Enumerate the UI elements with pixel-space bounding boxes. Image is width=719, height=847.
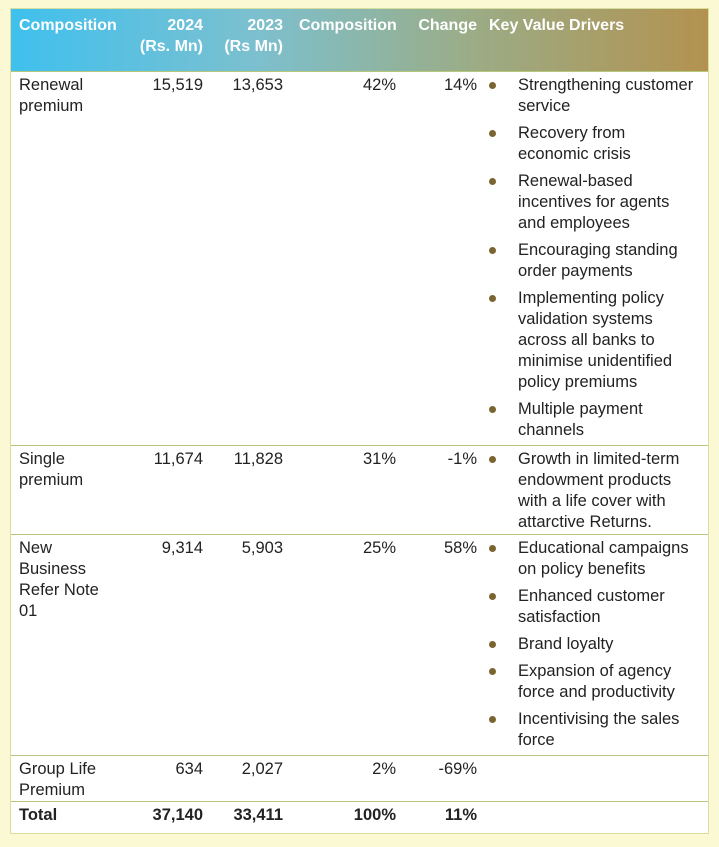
premium-composition-table — [10, 8, 709, 834]
composition-pct: 2% — [372, 760, 396, 778]
driver-text-line: Multiple payment — [518, 400, 643, 418]
row-label-line: Renewal — [19, 76, 84, 94]
driver-text-line: Recovery from — [518, 124, 626, 142]
row-label — [19, 449, 119, 491]
bullet-icon — [489, 406, 496, 413]
value-2023: 13,653 — [232, 76, 283, 94]
row-label-line: premium — [19, 471, 84, 489]
change-pct: -1% — [447, 450, 477, 468]
key-value-drivers-list — [486, 538, 706, 757]
row-label-line: 01 — [19, 602, 38, 620]
driver-text-line: Incentivising the sales — [518, 710, 680, 728]
bullet-icon — [489, 641, 496, 648]
driver-text-line: Brand loyalty — [518, 635, 614, 653]
driver-text-line: force — [518, 731, 555, 749]
total-2023: 33,411 — [233, 806, 283, 824]
key-value-drivers-list — [486, 75, 706, 447]
driver-text-line: service — [518, 97, 571, 115]
header-2023 — [211, 15, 283, 57]
bullet-icon — [489, 668, 496, 675]
change-pct: 14% — [443, 76, 477, 94]
driver-item — [486, 634, 706, 655]
change-pct: -69% — [438, 760, 477, 778]
bullet-icon — [489, 716, 496, 723]
header-2024 — [131, 15, 203, 57]
driver-text-line: on policy benefits — [518, 560, 646, 578]
value-2024: 15,519 — [152, 76, 203, 94]
driver-text-line: Enhanced customer — [518, 587, 665, 605]
total-label: Total — [19, 806, 58, 824]
driver-text-line: Implementing policy — [518, 289, 664, 307]
value-2023: 11,828 — [233, 450, 283, 468]
bullet-icon — [489, 545, 496, 552]
value-2023: 5,903 — [241, 539, 283, 557]
driver-item — [486, 661, 706, 703]
driver-item — [486, 75, 706, 117]
header-composition-pct: Composition — [299, 17, 397, 34]
driver-text-line: with a life cover with — [518, 492, 666, 510]
header-2023-year: 2023 — [247, 17, 283, 34]
total-2024: 37,140 — [152, 806, 203, 824]
row-label-line: Business — [19, 560, 86, 578]
driver-item — [486, 709, 706, 751]
driver-text-line: Expansion of agency — [518, 662, 672, 680]
bullet-icon — [489, 295, 496, 302]
bullet-icon — [489, 82, 496, 89]
row-label-line: Refer Note — [19, 581, 99, 599]
value-2023: 2,027 — [241, 760, 283, 778]
driver-text-line: minimise unidentified — [518, 352, 673, 370]
driver-item — [486, 586, 706, 628]
driver-text-line: economic crisis — [518, 145, 631, 163]
driver-item — [486, 123, 706, 165]
driver-item — [486, 538, 706, 580]
row-divider — [11, 801, 708, 802]
driver-text-line: and employees — [518, 214, 630, 232]
key-value-drivers-list — [486, 449, 706, 539]
row-label — [19, 759, 119, 801]
header-2023-unit: (Rs Mn) — [224, 38, 283, 55]
row-label — [19, 538, 119, 622]
row-label-line: premium — [19, 97, 84, 115]
driver-text-line: policy premiums — [518, 373, 638, 391]
value-2024: 11,674 — [153, 450, 203, 468]
bullet-icon — [489, 178, 496, 185]
driver-text-line: endowment products — [518, 471, 672, 489]
driver-text-line: force and productivity — [518, 683, 675, 701]
bullet-icon — [489, 593, 496, 600]
composition-pct: 31% — [362, 450, 396, 468]
header-change: Change — [418, 17, 477, 34]
driver-text-line: incentives for agents — [518, 193, 670, 211]
composition-pct: 42% — [362, 76, 396, 94]
table-header — [11, 9, 708, 71]
total-change: 11% — [444, 806, 477, 824]
composition-pct: 25% — [362, 539, 396, 557]
driver-text-line: validation systems — [518, 310, 653, 328]
value-2024: 9,314 — [161, 539, 203, 557]
driver-item — [486, 240, 706, 282]
driver-text-line: Educational campaigns — [518, 539, 689, 557]
bullet-icon — [489, 130, 496, 137]
row-label-line: Premium — [19, 781, 86, 799]
change-pct: 58% — [443, 539, 477, 557]
value-2024: 634 — [175, 760, 203, 778]
driver-text-line: Renewal-based — [518, 172, 633, 190]
total-composition: 100% — [353, 806, 396, 824]
driver-text-line: satisfaction — [518, 608, 601, 626]
driver-text-line: Encouraging standing — [518, 241, 678, 259]
row-label-line: Single — [19, 450, 65, 468]
bullet-icon — [489, 456, 496, 463]
row-label — [19, 75, 119, 117]
bullet-icon — [489, 247, 496, 254]
driver-text-line: order payments — [518, 262, 633, 280]
driver-item — [486, 171, 706, 234]
driver-item — [486, 288, 706, 393]
row-divider — [11, 71, 708, 72]
driver-text-line: across all banks to — [518, 331, 655, 349]
driver-text-line: attarctive Returns. — [518, 513, 652, 531]
driver-item — [486, 449, 706, 533]
driver-text-line: Strengthening customer — [518, 76, 694, 94]
header-composition: Composition — [19, 17, 117, 34]
header-2024-unit: (Rs. Mn) — [139, 38, 203, 55]
row-label-line: Group Life — [19, 760, 97, 778]
row-label-line: New — [19, 539, 53, 557]
driver-text-line: Growth in limited-term — [518, 450, 680, 468]
header-key-value-drivers: Key Value Drivers — [489, 17, 625, 34]
driver-item — [486, 399, 706, 441]
header-2024-year: 2024 — [167, 17, 203, 34]
driver-text-line: channels — [518, 421, 585, 439]
